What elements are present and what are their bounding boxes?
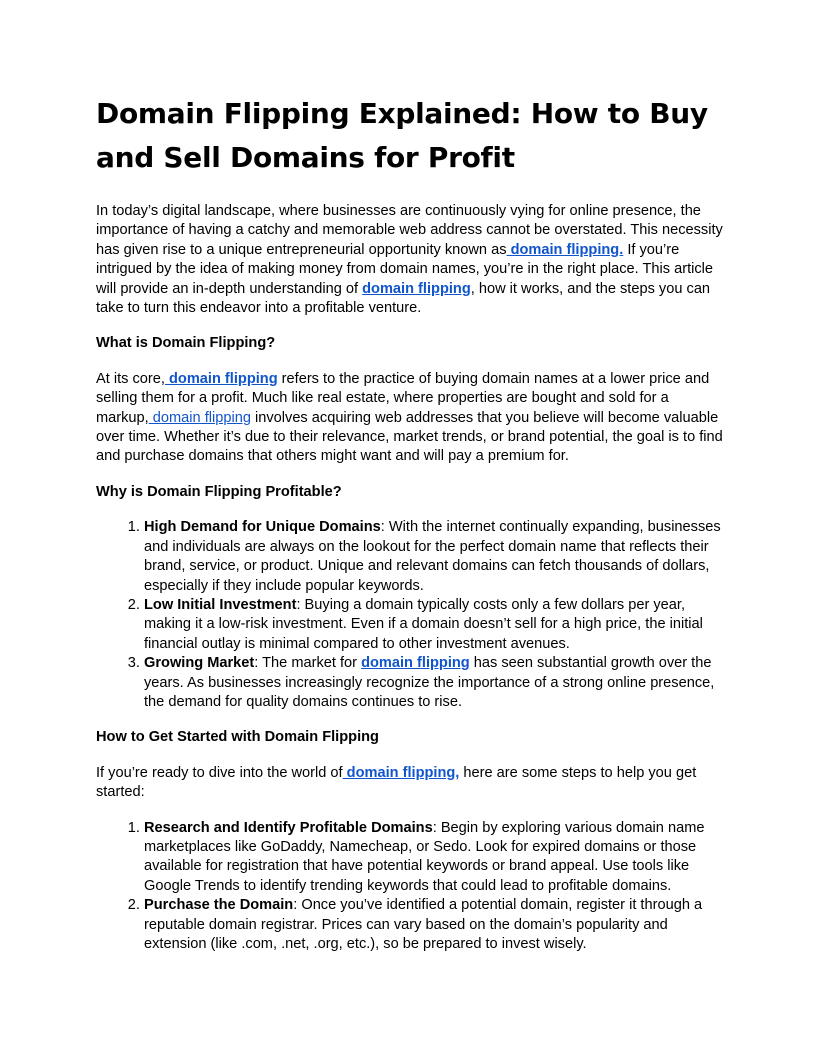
text: If you’re intrigued by the idea of making money from domain names, you’re in the right place. This article will provide an in-depth understanding of [96,241,714,297]
list-item [144,518,724,596]
document-page [96,92,724,970]
text: : Buying a domain typically costs only a few dollars per year, making it a low-risk investment. Even if a domain doesn’t sell for a high price, the initial financial outlay is minimal compared to other investment avenues. [144,596,703,652]
text: : With the internet continually expanding, businesses and individuals are always on the lookout for the perfect domain name that reflects their brand, service, or product. Unique and relevant domains can fetch thousands of dollars, especially if they include popular keywords. [144,519,721,594]
section-heading: How to Get Started with Domain Flipping [96,729,379,746]
domain-flipping-link[interactable]: domain flipping, [342,764,460,781]
domain-flipping-link[interactable]: domain flipping. [506,241,624,258]
item-title: Growing Market [144,655,255,672]
item-title: Purchase the Domain [144,897,294,914]
section-heading: What is Domain Flipping? [96,335,276,352]
item-title: Low Initial Investment [144,596,297,613]
text: refers to the practice of buying domain names at a lower price and selling them for a profit. Much like real estate, where properties are bought and sold for a markup, [96,370,710,426]
text: : Begin by exploring various domain name marketplaces like GoDaddy, Namecheap, or Sedo. Look for expired domains or those available for registration that have potential keywords or brand appeal. Use tools like Google Trends to identify trending keywords that could lead to profitable domains. [144,819,705,894]
steps-list [96,819,724,955]
section-heading: Why is Domain Flipping Profitable? [96,483,342,500]
text: has seen substantial growth over the years. As businesses increasingly recognize the importance of a strong online presence, the demand for quality domains continues to rise. [144,655,715,710]
text: In today’s digital landscape, where businesses are continuously vying for online presence, the importance of having a catchy and memorable web address cannot be overstated. This necessity has given rise to a unique entrepreneurial opportunity known as [96,203,723,258]
text: At its core, [96,370,165,387]
list-item [144,654,724,712]
text: , how it works, and the steps you can take to turn this endeavor into a profitable venture. [96,280,711,317]
section-paragraph [96,370,724,467]
domain-flipping-link[interactable]: domain flipping [362,280,471,297]
text: involves acquiring web addresses that you believe will become valuable over time. Whether it’s due to their relevance, market trends, or brand potential, the goal is to find and purchase domains that others might want and will pay a premium for. [96,409,723,465]
list-item [144,596,724,654]
profitability-list [96,518,724,712]
item-title: Research and Identify Profitable Domains [144,819,433,836]
intro-paragraph [96,202,724,318]
domain-flipping-link[interactable]: domain flipping [164,370,278,387]
list-item [144,896,724,954]
item-title: High Demand for Unique Domains [144,519,381,536]
text: : The market for [254,655,362,672]
list-item [144,819,724,897]
text: here are some steps to help you get started: [96,764,697,801]
section-paragraph [96,764,724,803]
domain-flipping-link[interactable]: domain flipping [361,655,470,672]
document-title: Domain Flipping Explained: How to Buy and Sell Domains for Profit [96,97,708,174]
text: : Once you’ve identified a potential domain, register it through a reputable domain registrar. Prices can vary based on the domain’s popularity and extension (like .com, .net, .org, etc.), so be prepared to invest wisely. [144,897,703,952]
domain-flipping-link[interactable]: domain flipping [148,409,251,426]
text: If you’re ready to dive into the world of [96,764,343,781]
